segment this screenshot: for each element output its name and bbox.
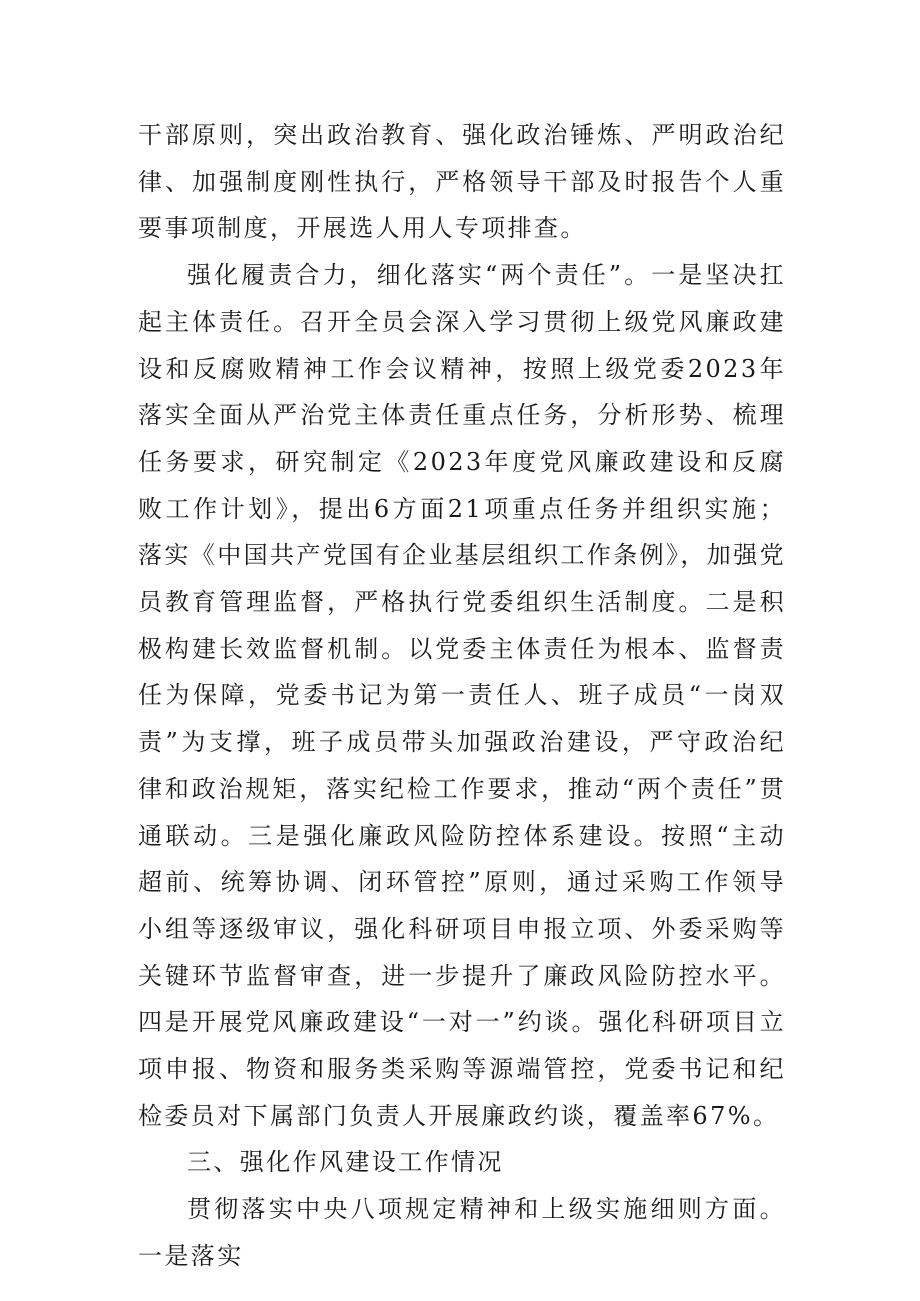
- paragraph-eight-regulations: 贯彻落实中央八项规定精神和上级实施细则方面。一是落实: [138, 1195, 786, 1270]
- document-body: [138, 112, 786, 1280]
- section-heading-work-style: 三、强化作风建设工作情况: [187, 1148, 504, 1177]
- paragraph-cadre-principles: 干部原则，突出政治教育、强化政治锤炼、严明政治纪律、加强制度刚性执行，严格领导干部及时报告个人重要事项制度，开展选人用人专项排查。: [138, 121, 786, 243]
- paragraph-two-responsibilities: 强化履责合力，细化落实“两个责任”。一是坚决扛起主体责任。召开全员会深入学习贯彻上级党风廉政建设和反腐败精神工作会议精神，按照上级党委2023年落实全面从严治党主体责任重点任务，分析形势、梳理任务要求，研究制定《2023年度党风廉政建设和反腐败工作计划》，提出6方面21项重点任务并组织实施；落实《中国共产党国有企业基层组织工作条例》，加强党员教育管理监督，严格执行党委组织生活制度。二是积极构建长效监督机制。以党委主体责任为根本、监督责任为保障，党委书记为第一责任人、班子成员“一岗双责”为支撑，班子成员带头加强政治建设，严守政治纪律和政治规矩，落实纪检工作要求，推动“两个责任”贯通联动。三是强化廉政风险防控体系建设。按照“主动超前、统筹协调、闭环管控”原则，通过采购工作领导小组等逐级审议，强化科研项目申报立项、外委采购等关键环节监督审查，进一步提升了廉政风险防控水平。四是开展党风廉政建设“一对一”约谈。强化科研项目立项申报、物资和服务类采购等源端管控，党委书记和纪检委员对下属部门负责人开展廉政约谈，覆盖率67%。: [138, 261, 786, 1130]
